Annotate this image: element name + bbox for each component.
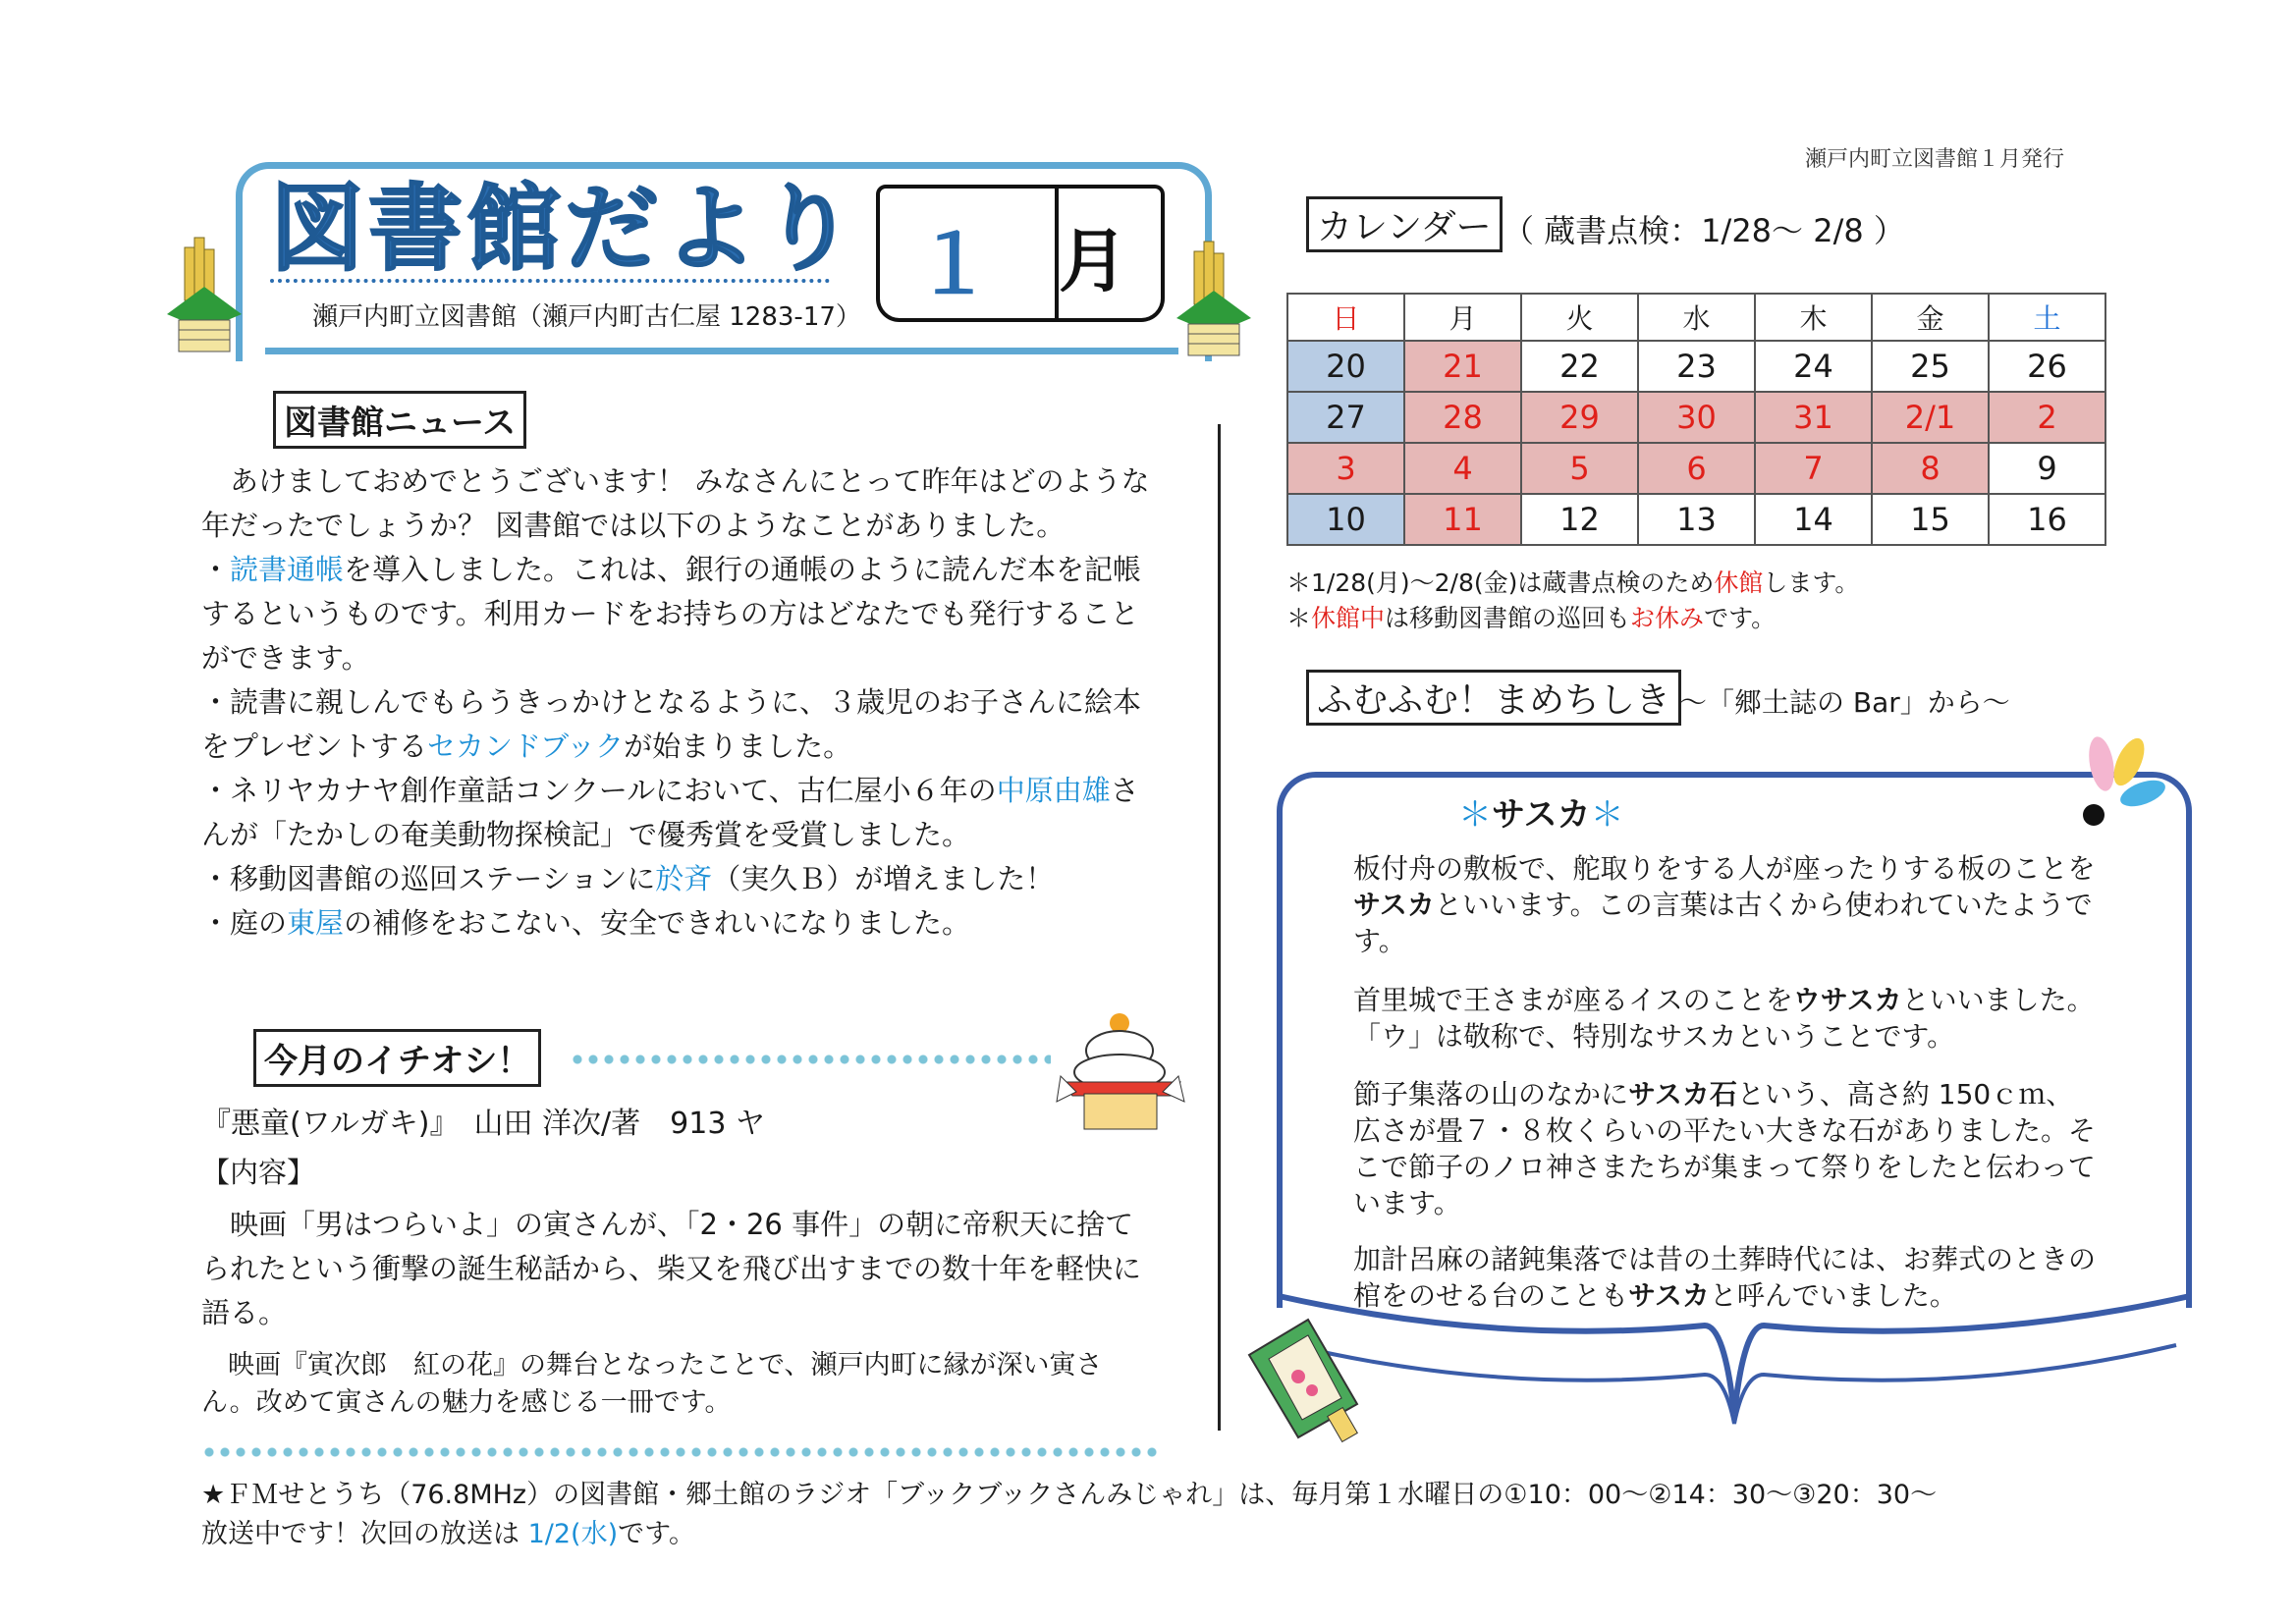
- news-item-mobile-library: ・移動図書館の巡回ステーションに於斉（実久Ｂ）が増えました！: [201, 862, 1055, 895]
- bottom-decoration-dots: [201, 1445, 1159, 1459]
- calendar-day: 26: [1989, 341, 2105, 392]
- weekday-wed: 水: [1638, 294, 1755, 341]
- news-body: [201, 460, 1154, 946]
- calendar-note-mobile: ＊休館中は移動図書館の巡回もお休みです。: [1286, 604, 1777, 632]
- news-item-second-book: ・読書に親しんでもらうきっかけとなるように、３歳児のお子さんに絵本をプレゼントするセカンドブックが始まりました。: [201, 685, 1142, 763]
- pick-note: 映画『寅次郎 紅の花』の舞台となったことで、瀬戸内町に縁が深い寅さん。改めて寅さんの魅力を感じる一冊です。: [201, 1350, 1103, 1418]
- calendar-day: 10: [1287, 494, 1404, 545]
- pick-decoration-dots: [570, 1053, 1051, 1066]
- calendar-week: [1287, 494, 2105, 545]
- calendar-day: 2: [1989, 392, 2105, 443]
- weekday-sat: 土: [1989, 294, 2105, 341]
- pick-description: 映画「男はつらいよ」の寅さんが、「2・26 事件」の朝に帝釈天に捨てられたという衝撃の誕生秘話から、柴又を飛び出すまでの数十年を軽快に語る。: [201, 1208, 1142, 1329]
- calendar-week: [1287, 443, 2105, 494]
- calendar-day: 28: [1404, 392, 1521, 443]
- issuer-line: 瀬戸内町立図書館１月発行: [1805, 147, 2065, 172]
- calendar-day: 15: [1872, 494, 1989, 545]
- hagoita-icon: [1239, 1316, 1387, 1443]
- calendar-note-closure: ＊1/28(月)～2/8(金)は蔵書点検のため休館します。: [1286, 568, 1860, 597]
- trivia-paragraph-1: 板付舟の敷板で、舵取りをする人が座ったりする板のことをサスカといいます。この言葉は古くから使われていたようです。: [1353, 852, 2096, 957]
- calendar-day: 12: [1521, 494, 1638, 545]
- masthead-underline: [265, 348, 1178, 354]
- calendar-day: 14: [1755, 494, 1872, 545]
- news-intro: あけましておめでとうございます！ みなさんにとって昨年はどのような年だったでしょうか？ 図書館では以下のようなことがありました。: [201, 464, 1150, 542]
- pick-content-label: 【内容】: [201, 1156, 316, 1189]
- month-number: １: [913, 219, 995, 312]
- trivia-paragraph-2: 首里城で王さまが座るイスのことをウサスカといいました。「ウ」は敬称で、特別なサスカということです。: [1353, 984, 2095, 1053]
- calendar-day: 25: [1872, 341, 1989, 392]
- title-dotted-underline: [270, 279, 830, 283]
- radio-next-broadcast: 放送中です！次回の放送は 1/2(水)です。: [201, 1519, 695, 1549]
- calendar-day: 3: [1287, 443, 1404, 494]
- calendar-week: [1287, 341, 2105, 392]
- news-heading: 図書館ニュース: [273, 391, 526, 449]
- trivia-topic: ＊サスカ＊: [1458, 795, 1624, 835]
- calendar-day: 20: [1287, 341, 1404, 392]
- calendar-day: 29: [1521, 392, 1638, 443]
- kadomatsu-left-icon: [165, 236, 244, 355]
- calendar-day: 16: [1989, 494, 2105, 545]
- weekday-thu: 木: [1755, 294, 1872, 341]
- calendar-day: 8: [1872, 443, 1989, 494]
- calendar-day: 24: [1755, 341, 1872, 392]
- inventory-period: （ 蔵書点検：1/28～ 2/8 ）: [1503, 212, 1905, 249]
- pick-heading: 今月のイチオシ！: [253, 1029, 541, 1087]
- trivia-source: ～「郷土誌の Bar」から～: [1679, 686, 2010, 719]
- calendar-day: 5: [1521, 443, 1638, 494]
- calendar-day: 13: [1638, 494, 1755, 545]
- trivia-paragraph-4: 加計呂麻の諸鈍集落では昔の土葬時代には、お葬式のときの棺をのせる台のこともサスカと呼んでいました。: [1353, 1243, 2097, 1312]
- month-kanji: 月: [1059, 221, 1127, 301]
- feather-icon: [2072, 734, 2170, 833]
- radio-announcement: ★ＦＭせとうち（76.8MHz）の図書館・郷土館のラジオ「ブックブックさんみじゃれ」は、毎月第１水曜日の①10：00～②14：30～③20：30～: [201, 1480, 1938, 1510]
- pick-book-title: 『悪童(ワルガキ)』 山田 洋次/著 913 ヤ: [201, 1107, 765, 1141]
- calendar-day: 11: [1404, 494, 1521, 545]
- calendar-day: 9: [1989, 443, 2105, 494]
- calendar-day: 27: [1287, 392, 1404, 443]
- calendar-day: 6: [1638, 443, 1755, 494]
- calendar-table: [1286, 293, 2106, 546]
- calendar-day: 31: [1755, 392, 1872, 443]
- calendar-day: 7: [1755, 443, 1872, 494]
- calendar-day: 21: [1404, 341, 1521, 392]
- newsletter-title: 図書館だより: [270, 174, 859, 284]
- news-item-contest: ・ネリヤカナヤ創作童話コンクールにおいて、古仁屋小６年の中原由雄さんが「たかしの奄美動物探検記」で優秀賞を受賞しました。: [201, 774, 1139, 851]
- calendar-heading: カレンダー: [1306, 196, 1503, 252]
- trivia-heading: ふむふむ！まめちしき: [1306, 670, 1681, 726]
- library-address: 瀬戸内町立図書館（瀬戸内町古仁屋 1283-17）: [312, 302, 861, 332]
- kadomatsu-right-icon: [1175, 240, 1253, 359]
- calendar-day: 30: [1638, 392, 1755, 443]
- calendar-day: 22: [1521, 341, 1638, 392]
- column-divider: [1218, 424, 1221, 1431]
- calendar-day: 23: [1638, 341, 1755, 392]
- trivia-paragraph-3: 節子集落の山のなかにサスカ石という、高さ約 150ｃｍ、広さが畳７・８枚くらいの平たい大きな石がありました。そこで節子のノロ神さまたちが集まって祭りをしたと伝わっています。: [1353, 1078, 2097, 1219]
- news-item-gazebo: ・庭の東屋の補修をおこない、安全できれいになりました。: [201, 906, 971, 940]
- weekday-sun: 日: [1287, 294, 1404, 341]
- weekday-tue: 火: [1521, 294, 1638, 341]
- news-item-reading-passbook: ・読書通帳を導入しました。これは、銀行の通帳のように読んだ本を記帳するというものです。利用カードをお持ちの方はどなたでも発行することができます。: [201, 553, 1142, 675]
- calendar-day: 4: [1404, 443, 1521, 494]
- calendar-day: 2/1: [1872, 392, 1989, 443]
- weekday-fri: 金: [1872, 294, 1989, 341]
- weekday-mon: 月: [1404, 294, 1521, 341]
- calendar-week: [1287, 392, 2105, 443]
